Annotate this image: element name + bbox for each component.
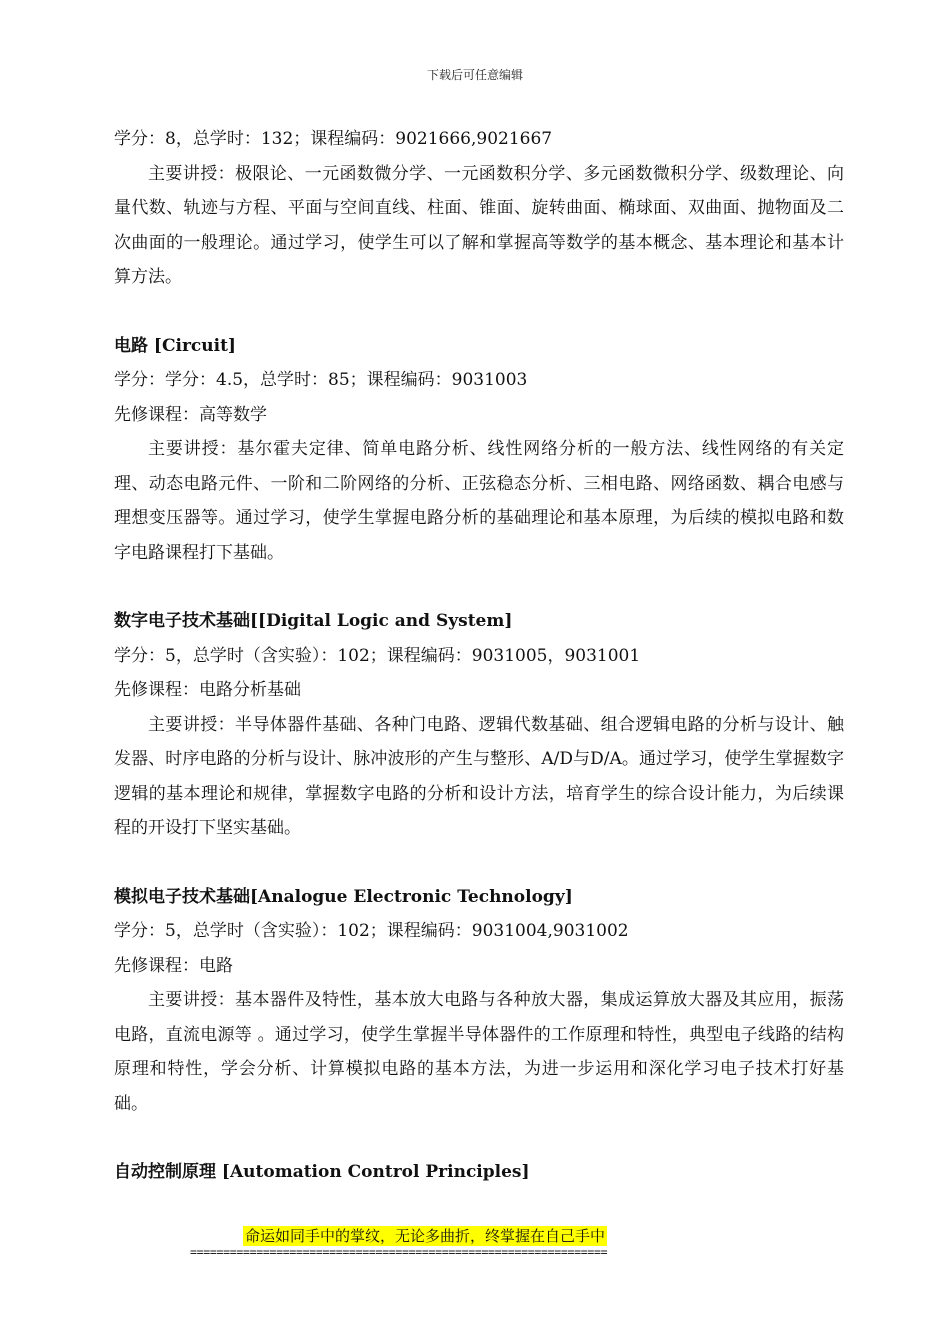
- course-title-analogue: 模拟电子技术基础[Analogue Electronic Technology]: [114, 886, 573, 907]
- course-description-analogue: 主要讲授：基本器件及特性，基本放大电路与各种放大器，集成运算放大器及其应用，振荡电路，直流电源等 。通过学习，使学生掌握半导体器件的工作原理和特性，典型电子线路的结构原理和特性，学会分析、计算模拟电路的基本方法，为进一步运用和深化学习电子技术打好基础。: [114, 990, 844, 1114]
- course-prereq-digital: 先修课程：电路分析基础: [114, 680, 301, 700]
- course-prereq-circuit: 先修课程：高等数学: [114, 404, 267, 425]
- course-title-automation: 自动控制原理 [Automation Control Principles]: [114, 1162, 530, 1182]
- course-title-digital: 数字电子技术基础[[Digital Logic and System]: [114, 611, 513, 631]
- course-meta-digital: 学分：5，总学时（含实验）：102；课程编码：9031005，9031001: [114, 645, 641, 666]
- course-meta-circuit: 学分：学分：4.5，总学时：85；课程编码：9031003: [114, 370, 528, 390]
- intro-meta: 学分：8，总学时：132；课程编码：9021666,9021667: [114, 129, 553, 149]
- course-title-circuit: 电路 [Circuit]: [114, 335, 236, 356]
- course-description-circuit: 主要讲授：基尔霍夫定律、简单电路分析、线性网络分析的一般方法、线性网络的有关定理、动态电路元件、一阶和二阶网络的分析、正弦稳态分析、三相电路、网络函数、耦合电感与理想变压器等。通过学习，使学生掌握电路分析的基础理论和基本原理，为后续的模拟电路和数字电路课程打下基础。: [114, 439, 844, 563]
- course-description-digital: 主要讲授：半导体器件基础、各种门电路、逻辑代数基础、组合逻辑电路的分析与设计、触发器、时序电路的分析与设计、脉冲波形的产生与整形、A/D与D/A。通过学习，使学生掌握数字逻辑的基本理论和规律，掌握数字电路的分析和设计方法，培育学生的综合设计能力，为后续课程的开设打下坚实基础。: [114, 714, 844, 838]
- course-prereq-analogue: 先修课程：电路: [114, 955, 233, 976]
- footer-motto: 命运如同手中的掌纹，无论多曲折，终掌握在自己手中: [245, 1227, 606, 1245]
- footer-divider: ===============================================================: [190, 1245, 608, 1259]
- page-header: 下载后可任意编辑: [426, 68, 523, 82]
- document-body: [114, 122, 844, 1190]
- intro-description: 主要讲授：极限论、一元函数微分学、一元函数积分学、多元函数微积分学、级数理论、向量代数、轨迹与方程、平面与空间直线、柱面、锥面、旋转曲面、椭球面、双曲面、抛物面及二次曲面的一般理论。通过学习，使学生可以了解和掌握高等数学的基本概念、基本理论和基本计算方法。: [114, 163, 844, 287]
- course-meta-analogue: 学分：5，总学时（含实验）：102；课程编码：9031004,9031002: [114, 921, 629, 941]
